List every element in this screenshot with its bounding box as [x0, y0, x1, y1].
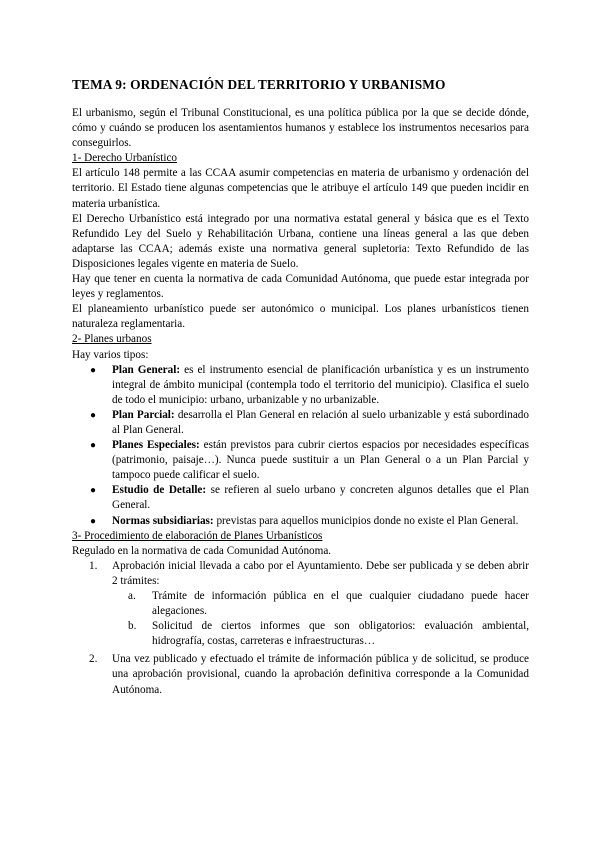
list-item-term: Planes Especiales:: [112, 439, 200, 452]
list-item-term: Normas subsidiarias:: [112, 514, 214, 527]
intro-paragraph: El urbanismo, según el Tribunal Constitucional, es una política pública por la que se decide dónde, cómo y cuándo se producen los asentamientos humanos y establece los instrumentos necesarios para conseguirlos.: [72, 107, 529, 150]
bullet-icon: ●: [90, 409, 97, 421]
list-item: [112, 619, 529, 649]
list-item-text: previstas para aquellos municipios donde no existe el Plan General.: [213, 514, 519, 527]
procedure-substeps-list: [112, 589, 529, 649]
list-item: [72, 652, 529, 697]
step-number: 1.: [89, 559, 98, 572]
plan-types-list: [72, 363, 529, 529]
paragraph: El artículo 148 permite a las CCAA asumir competencias en materia de urbanismo y ordenación del territorio. El Estado tiene algunas competencias que le atribuye el artículo 149 que pueden incidir en materia urbanística.: [72, 167, 529, 210]
list-item: [72, 408, 529, 438]
substep-text: Trámite de información pública en el que cualquier ciudadano puede hacer alegaciones.: [152, 590, 529, 618]
bullet-icon: ●: [90, 485, 97, 497]
section-heading-derecho-urbanistico: 1- Derecho Urbanístico: [72, 152, 177, 165]
list-item-text: se refieren al suelo urbano y concreten algunos detalles que el Plan General.: [112, 484, 529, 512]
bullet-icon: ●: [90, 515, 97, 527]
section-heading-planes-urbanos: 2- Planes urbanos: [72, 333, 152, 346]
step-text: Aprobación inicial llevada a cabo por el Ayuntamiento. Debe ser publicada y se deben abrir 2 trámites:: [112, 559, 529, 587]
paragraph: Hay que tener en cuenta la normativa de cada Comunidad Autónoma, que puede estar integrada por leyes y reglamentos.: [72, 273, 529, 301]
step-text: Una vez publicado y efectuado el trámite de información pública y de solicitud, se produce una aprobación provisional, cuando la aprobación definitiva corresponde a la Comunidad Autónoma.: [112, 653, 529, 696]
list-item: [72, 559, 529, 650]
list-item-text: es el instrumento esencial de planificación urbanística y es un instrumento integral de ámbito municipal (contempla todo el territorio del municipio). Clasifica el suelo de todo el municipio: urbano, urbanizable y no urbanizable.: [112, 363, 529, 406]
list-item: [72, 363, 529, 408]
list-item-text: desarrolla el Plan General en relación al suelo urbanizable y está subordinado al Plan General.: [112, 408, 529, 436]
bullet-icon: ●: [90, 440, 97, 452]
document-title: TEMA 9: ORDENACIÓN DEL TERRITORIO Y URBANISMO: [72, 77, 446, 92]
list-item-text: están previstos para cubrir ciertos espacios por necesidades específicas (patrimonio, paisaje…). Nunca puede sustituir a un Plan General o a un Plan Parcial y tampoco puede calificar el suelo.: [112, 439, 529, 482]
procedure-steps-list: [72, 559, 529, 698]
list-item: [112, 589, 529, 619]
list-item-term: Estudio de Detalle:: [112, 484, 207, 497]
bullet-icon: ●: [90, 364, 97, 376]
list-item-term: Plan Parcial:: [112, 408, 175, 421]
list-item-term: Plan General:: [112, 363, 181, 376]
substep-text: Solicitud de ciertos informes que son obligatorios: evaluación ambiental, hidrografía, costas, carreteras e infraestructuras…: [152, 620, 529, 648]
list-item: [72, 514, 529, 529]
section-lead: Hay varios tipos:: [72, 348, 149, 361]
step-number: 2.: [89, 653, 98, 666]
paragraph: El Derecho Urbanístico está integrado por una normativa estatal general y básica que es el Texto Refundido Ley del Suelo y Rehabilitación Urbana, contiene una líneas general a las que deben adaptarse las CCAA; además existe una normativa general supletoria: Texto Refundido de las Disposiciones legales vigente en materia de Suelo.: [72, 212, 529, 270]
list-item: [72, 483, 529, 513]
section-heading-procedimiento: 3- Procedimiento de elaboración de Planes Urbanísticos: [72, 529, 323, 542]
section-lead: Regulado en la normativa de cada Comunidad Autónoma.: [72, 544, 332, 557]
substep-letter: b.: [128, 620, 137, 633]
document-body: [72, 76, 529, 698]
list-item: [72, 438, 529, 483]
substep-letter: a.: [128, 590, 136, 602]
paragraph: El planeamiento urbanístico puede ser autonómico o municipal. Los planes urbanísticos tienen naturaleza reglamentaria.: [72, 303, 529, 331]
